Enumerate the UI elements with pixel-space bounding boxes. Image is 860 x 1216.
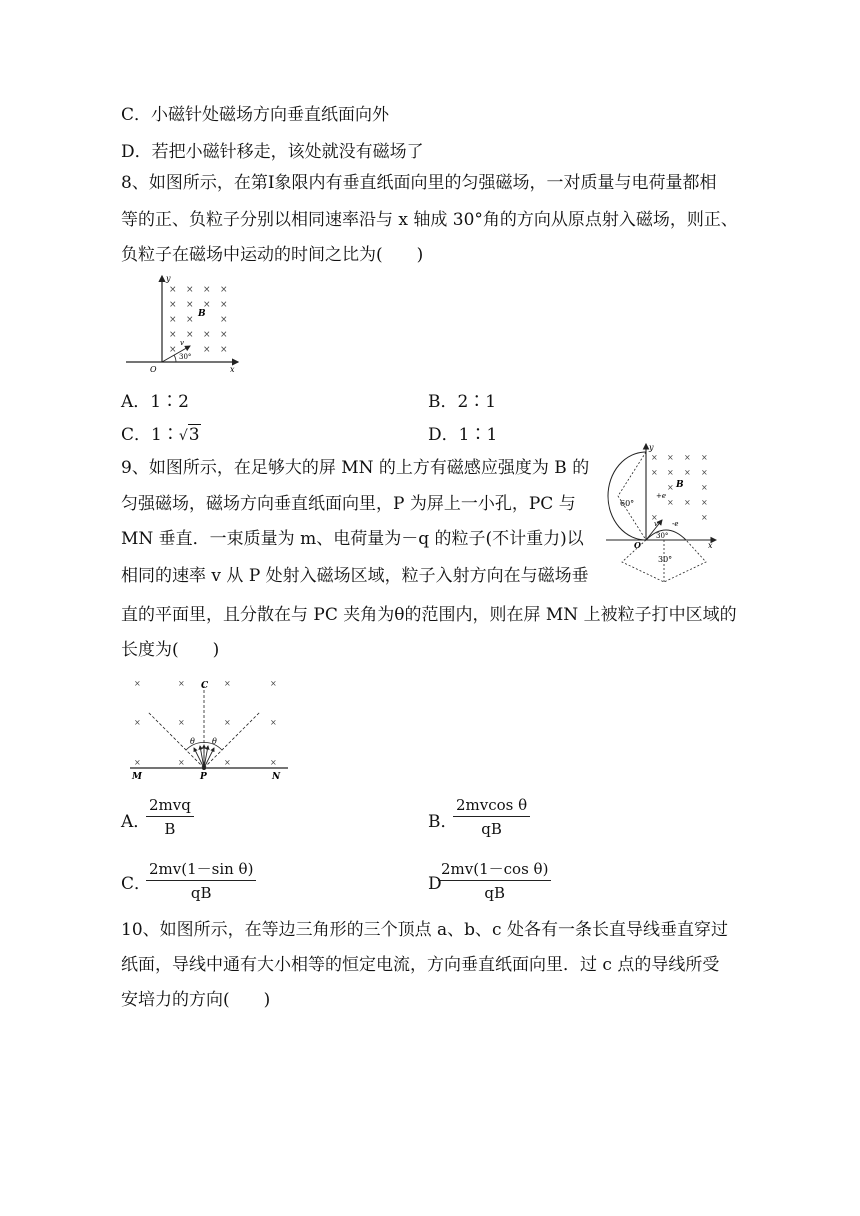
svg-text:×: ×: [667, 453, 674, 462]
svg-text:×: ×: [134, 758, 141, 767]
q8-option-b: B．2∶1: [428, 392, 497, 412]
svg-text:C: C: [201, 681, 209, 691]
svg-text:×: ×: [203, 285, 211, 295]
svg-text:×: ×: [220, 300, 228, 310]
q9-stem-line2: 匀强磁场，磁场方向垂直纸面向里，P 为屏上一小孔，PC 与: [121, 494, 576, 514]
svg-text:×: ×: [178, 758, 185, 767]
q7-option-c: C．小磁针处磁场方向垂直纸面向外: [121, 105, 390, 125]
svg-text:y: y: [649, 443, 654, 452]
v-label: v: [180, 339, 184, 347]
svg-text:×: ×: [178, 718, 185, 727]
q8-option-c: C．1∶√3: [121, 425, 200, 445]
svg-text:×: ×: [169, 330, 177, 340]
svg-text:×: ×: [701, 513, 708, 522]
field-crosses: [169, 285, 228, 355]
q10-stem-line2: 纸面，导线中通有大小相等的恒定电流，方向垂直纸面向里．过 c 点的导线所受: [121, 955, 720, 975]
q9-stem-line4: 相同的速率 v 从 P 处射入磁场区域，粒子入射方向在与磁场垂: [121, 566, 589, 586]
svg-text:×: ×: [684, 468, 691, 477]
svg-text:×: ×: [224, 758, 231, 767]
svg-text:×: ×: [701, 498, 708, 507]
svg-text:×: ×: [186, 330, 194, 340]
svg-text:×: ×: [667, 468, 674, 477]
svg-text:×: ×: [169, 300, 177, 310]
q9-option-c-fraction: $\frac{\text{2mv(1－sin θ)}}{qB}$: [146, 860, 256, 902]
svg-text:O: O: [634, 540, 641, 550]
svg-text:θ: θ: [212, 737, 217, 746]
svg-text:60°: 60°: [620, 499, 635, 508]
svg-text:×: ×: [684, 498, 691, 507]
x-label: x: [230, 365, 235, 374]
svg-text:×: ×: [270, 758, 277, 767]
svg-text:B: B: [676, 480, 684, 490]
q9-option-d-fraction: $\frac{\text{2mv(1－cos θ)}}{qB}$: [438, 860, 551, 902]
svg-text:×: ×: [701, 468, 708, 477]
svg-text:×: ×: [684, 453, 691, 462]
angle-label: 30°: [179, 353, 192, 361]
svg-text:×: ×: [186, 285, 194, 295]
svg-text:v: v: [654, 520, 658, 528]
q9-option-b-fraction: $\frac{\text{2mvcos θ}}{qB}$: [453, 796, 530, 838]
svg-text:×: ×: [270, 679, 277, 688]
q7-option-d: D．若把小磁针移走，该处就没有磁场了: [121, 142, 424, 162]
svg-text:×: ×: [186, 300, 194, 310]
q9-option-a-label: A．: [121, 812, 151, 832]
svg-text:-e: -e: [672, 520, 679, 528]
svg-text:×: ×: [224, 679, 231, 688]
svg-text:×: ×: [203, 330, 211, 340]
svg-text:×: ×: [134, 718, 141, 727]
svg-text:×: ×: [651, 513, 658, 522]
svg-text:30°: 30°: [658, 555, 673, 564]
svg-text:×: ×: [701, 453, 708, 462]
svg-text:×: ×: [667, 483, 674, 492]
svg-text:x: x: [708, 541, 713, 550]
svg-text:×: ×: [178, 679, 185, 688]
q8-option-d: D．1∶1: [428, 425, 498, 445]
q9-option-c-label: C．: [121, 874, 152, 894]
svg-text:×: ×: [224, 718, 231, 727]
q8-solution-figure: [600, 440, 722, 586]
svg-text:×: ×: [220, 345, 228, 355]
svg-text:×: ×: [701, 483, 708, 492]
svg-text:×: ×: [651, 453, 658, 462]
q10-stem-line1: 10、如图所示，在等边三角形的三个顶点 a、b、c 处各有一条长直导线垂直穿过: [121, 920, 728, 940]
svg-text:+e: +e: [656, 492, 667, 500]
q8-stem-line2: 等的正、负粒子分别以相同速率沿与 x 轴成 30°角的方向从原点射入磁场，则正、: [121, 210, 738, 230]
q8-stem-line1: 8、如图所示，在第Ⅰ象限内有垂直纸面向里的匀强磁场，一对质量与电荷量都相: [121, 173, 717, 193]
svg-text:×: ×: [220, 315, 228, 325]
q10-stem-line3: 安培力的方向( ): [121, 990, 271, 1010]
svg-text:×: ×: [186, 315, 194, 325]
svg-text:×: ×: [203, 300, 211, 310]
q8-figure: [120, 270, 250, 380]
q9-stem-line5: 直的平面里，且分散在与 PC 夹角为θ的范围内，则在屏 MN 上被粒子打中区域的: [121, 605, 737, 625]
svg-text:×: ×: [169, 345, 177, 355]
q9-stem-line1: 9、如图所示，在足够大的屏 MN 的上方有磁感应强度为 B 的: [121, 458, 590, 478]
svg-text:P: P: [200, 772, 207, 782]
q9-stem-line6: 长度为( ): [121, 640, 220, 660]
q9-option-d-label: D: [428, 874, 442, 894]
svg-text:×: ×: [220, 285, 228, 295]
svg-text:×: ×: [651, 468, 658, 477]
svg-text:×: ×: [169, 315, 177, 325]
svg-text:×: ×: [220, 330, 228, 340]
svg-text:×: ×: [667, 498, 674, 507]
svg-text:M: M: [132, 772, 142, 782]
svg-text:30°: 30°: [656, 532, 669, 540]
origin-label: O: [150, 365, 157, 374]
q9-option-a-fraction: 2mvq B: [146, 796, 194, 838]
q8-option-a: A．1∶2: [121, 392, 189, 412]
svg-text:N: N: [272, 772, 281, 782]
b-label: B: [198, 309, 206, 319]
y-label: y: [166, 274, 171, 283]
svg-text:×: ×: [169, 285, 177, 295]
q9-option-b-label: B．: [428, 812, 458, 832]
q8-stem-line3: 负粒子在磁场中运动的时间之比为( ): [121, 245, 424, 265]
q9-figure: [124, 672, 294, 782]
sqrt-symbol: √3: [178, 425, 200, 445]
svg-text:×: ×: [134, 679, 141, 688]
svg-text:×: ×: [203, 345, 211, 355]
svg-text:×: ×: [270, 718, 277, 727]
svg-text:θ: θ: [190, 737, 195, 746]
q9-stem-line3: MN 垂直．一束质量为 m、电荷量为－q 的粒子(不计重力)以: [121, 529, 584, 549]
